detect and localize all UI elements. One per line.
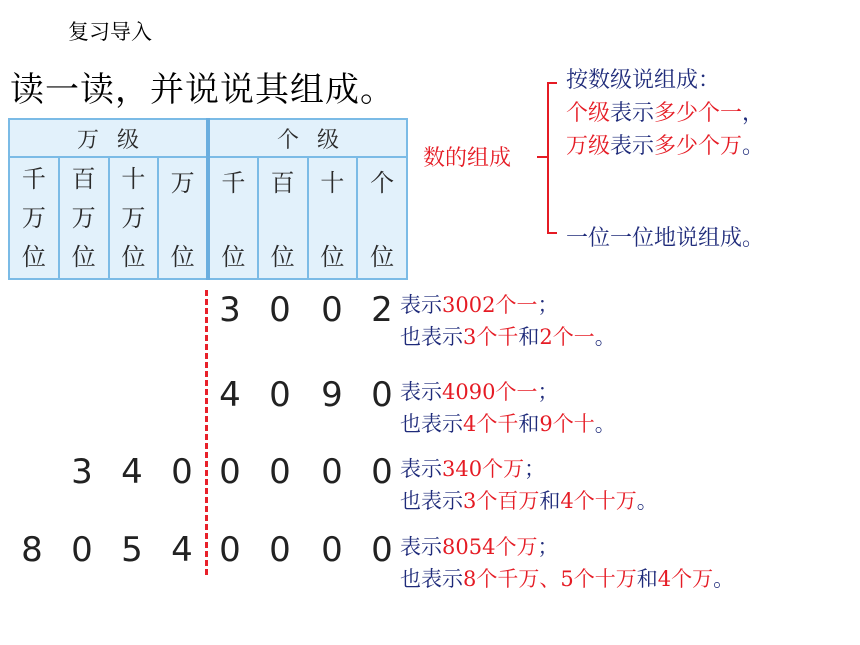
level-divider-dashed-line <box>205 290 208 575</box>
comp-highlight: 多少个万 <box>654 134 743 159</box>
place-baiwan <box>59 157 109 279</box>
place-shiwan <box>109 157 159 279</box>
digit: 3 <box>219 290 241 330</box>
section-header: 复习导入 <box>68 20 152 44</box>
place-char: 位 <box>270 243 295 271</box>
note-line-2 <box>400 564 734 594</box>
note-text: 也表示 <box>400 325 463 349</box>
note-text: 也表示 <box>400 567 463 591</box>
digit: 0 <box>71 530 93 570</box>
note-text: 表示 <box>400 535 442 559</box>
comp-text: 。 <box>742 134 765 159</box>
note-text: 。 <box>594 412 616 436</box>
note-highlight: 8个千万、5个十万 <box>463 567 637 591</box>
place-shi <box>308 157 358 279</box>
note-highlight: 4090个一 <box>442 380 538 404</box>
composition-last-line: 一位一位地说组成。 <box>566 226 765 251</box>
place-char: 位 <box>320 243 345 271</box>
note-line-2 <box>400 486 658 516</box>
note-text: ； <box>524 457 546 481</box>
place-char: 十 <box>121 164 146 193</box>
digit: 0 <box>371 452 393 492</box>
note-text: 和 <box>518 325 540 349</box>
digit: 0 <box>321 290 343 330</box>
comp-text: 表示 <box>610 101 655 126</box>
note-line-1 <box>400 290 558 320</box>
note-line-2 <box>400 322 616 352</box>
composition-heading: 按数级说组成： <box>566 68 721 93</box>
note-highlight: 2个一 <box>539 325 595 349</box>
note-text: ； <box>537 535 559 559</box>
place-qianwan <box>9 157 59 279</box>
note-highlight: 4个万 <box>657 567 714 591</box>
place-row <box>9 157 407 279</box>
comp-highlight: 万级 <box>566 134 611 159</box>
place-char: 万 <box>121 203 146 232</box>
note-text: 和 <box>518 412 540 436</box>
digit: 9 <box>321 375 343 415</box>
note-highlight: 3个百万 <box>463 489 540 513</box>
note-highlight: 3002个一 <box>442 293 538 317</box>
note-text: 。 <box>636 489 658 513</box>
digit: 0 <box>219 452 241 492</box>
place-char: 千 <box>221 169 246 197</box>
note-highlight: 4个十万 <box>560 489 637 513</box>
place-char: 位 <box>71 243 96 272</box>
brace-vertical <box>547 82 549 234</box>
digit: 2 <box>371 290 393 330</box>
digit: 0 <box>219 530 241 570</box>
digit: 0 <box>269 290 291 330</box>
note-line-1 <box>400 454 545 484</box>
page-title: 读一读，并说说其组成。 <box>10 70 395 110</box>
digit: 4 <box>171 530 193 570</box>
place-char: 万 <box>170 169 195 197</box>
comp-text: ， <box>742 101 765 126</box>
place-char: 百 <box>270 169 295 197</box>
digit: 0 <box>269 375 291 415</box>
composition-line-2 <box>566 130 764 163</box>
note-text: 也表示 <box>400 412 463 436</box>
place-char: 位 <box>221 243 246 271</box>
place-char: 百 <box>71 164 96 193</box>
place-char: 位 <box>170 243 195 271</box>
digit: 0 <box>371 375 393 415</box>
note-text: ； <box>537 380 559 404</box>
digit: 0 <box>269 530 291 570</box>
place-char: 千 <box>21 164 46 193</box>
place-value-table <box>8 118 408 280</box>
comp-text: 表示 <box>610 134 655 159</box>
note-text: 表示 <box>400 457 442 481</box>
digit: 8 <box>21 530 43 570</box>
note-text: 和 <box>636 567 658 591</box>
place-wan <box>158 157 208 279</box>
note-highlight: 340个万 <box>442 457 525 481</box>
comp-highlight: 多少个一 <box>654 101 743 126</box>
digit: 4 <box>219 375 241 415</box>
digit: 0 <box>321 452 343 492</box>
place-char: 万 <box>21 203 46 232</box>
brace-middle <box>537 156 547 158</box>
level-ge: 个级 <box>208 119 407 157</box>
level-row <box>9 119 407 157</box>
digit: 0 <box>269 452 291 492</box>
place-char: 位 <box>370 243 395 271</box>
place-char: 位 <box>21 243 46 272</box>
brace-top <box>547 82 557 84</box>
note-text: ； <box>537 293 559 317</box>
note-text: 。 <box>713 567 735 591</box>
note-text: 。 <box>594 325 616 349</box>
note-highlight: 4个千 <box>463 412 519 436</box>
place-bai <box>258 157 308 279</box>
digit: 5 <box>121 530 143 570</box>
comp-highlight: 个级 <box>566 101 611 126</box>
place-char: 万 <box>71 203 96 232</box>
note-line-1 <box>400 377 558 407</box>
note-highlight: 9个十 <box>539 412 595 436</box>
digit: 3 <box>71 452 93 492</box>
digit: 0 <box>371 530 393 570</box>
place-qian <box>208 157 258 279</box>
digit: 0 <box>171 452 193 492</box>
note-text: 表示 <box>400 380 442 404</box>
place-char: 位 <box>121 243 146 272</box>
digit: 4 <box>121 452 143 492</box>
place-char: 个 <box>370 169 395 197</box>
brace-bottom <box>547 232 557 234</box>
composition-line-1 <box>566 97 764 130</box>
place-char: 十 <box>320 169 345 197</box>
note-line-1 <box>400 532 558 562</box>
composition-label: 数的组成 <box>423 146 512 171</box>
note-highlight: 3个千 <box>463 325 519 349</box>
note-text: 表示 <box>400 293 442 317</box>
note-text: 和 <box>539 489 561 513</box>
level-wan: 万级 <box>9 119 208 157</box>
note-text: 也表示 <box>400 489 463 513</box>
note-highlight: 8054个万 <box>442 535 538 559</box>
note-line-2 <box>400 409 616 439</box>
place-ge <box>357 157 407 279</box>
digit: 0 <box>321 530 343 570</box>
